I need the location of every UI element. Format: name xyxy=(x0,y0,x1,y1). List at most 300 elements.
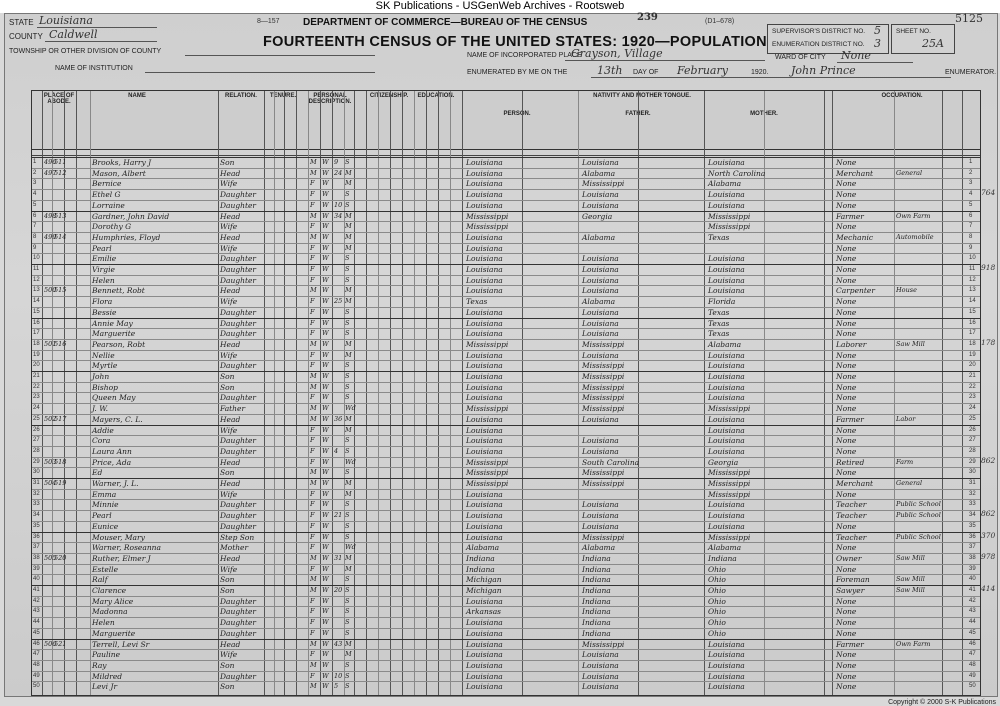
cell-birth: Louisiana xyxy=(466,361,503,371)
cell-race: W xyxy=(322,511,329,520)
cell-father: Louisiana xyxy=(582,200,619,210)
cell-dwell: 506 xyxy=(44,639,57,648)
cell-rel: Daughter xyxy=(220,596,256,606)
cell-name: Ruther, Elmer J xyxy=(92,553,151,563)
cell-mother: Louisiana xyxy=(708,190,745,200)
cell-father: Louisiana xyxy=(582,682,619,692)
cell-name: Madonna xyxy=(92,607,128,617)
cell-race: W xyxy=(322,436,329,445)
cell-mother: Louisiana xyxy=(708,158,745,167)
cell-race: W xyxy=(322,553,329,562)
row-number-right: 25 xyxy=(969,415,976,422)
cell-rel: Head xyxy=(220,232,241,242)
row-number: 4 xyxy=(33,191,37,198)
cell-occ: None xyxy=(836,404,857,414)
cell-sex: F xyxy=(310,265,315,273)
cell-mother: Louisiana xyxy=(708,414,745,424)
cell-mother: Indiana xyxy=(708,553,737,563)
cell-rel: Mother xyxy=(220,543,249,553)
cell-ms: S xyxy=(345,660,350,669)
row-number: 36 xyxy=(33,533,40,540)
cell-rel: Wife xyxy=(220,489,238,499)
cell-birth: Louisiana xyxy=(466,618,503,628)
row-number: 40 xyxy=(33,576,40,583)
cell-occ: Sawyer xyxy=(836,586,865,595)
row-number: 33 xyxy=(33,501,40,508)
cell-race: W xyxy=(322,318,329,327)
cell-birth: Louisiana xyxy=(466,168,503,178)
row-number: 17 xyxy=(33,330,40,337)
cell-mother: Louisiana xyxy=(708,660,745,670)
row-number: 11 xyxy=(33,266,40,272)
cell-sex: M xyxy=(310,339,317,348)
row-number-right: 30 xyxy=(969,469,976,476)
cell-sex: M xyxy=(310,404,317,413)
cell-sex: F xyxy=(310,307,315,316)
cell-mother: Ohio xyxy=(708,607,726,617)
cell-sex: F xyxy=(310,446,315,455)
cell-birth: Louisiana xyxy=(466,275,503,285)
cell-mother: Louisiana xyxy=(708,350,745,360)
cell-sex: M xyxy=(310,682,317,691)
cell-age: 4 xyxy=(334,446,339,455)
cell-occ: Farmer xyxy=(836,211,864,221)
cell-ms: S xyxy=(345,468,350,477)
cell-birth: Louisiana xyxy=(466,158,503,167)
group-place-of-abode: PLACE OF ABODE. xyxy=(43,93,75,105)
row-number-right: 32 xyxy=(969,490,976,497)
department-title: DEPARTMENT OF COMMERCE—BUREAU OF THE CENSUS xyxy=(303,17,588,28)
row-number-right: 47 xyxy=(969,651,976,658)
cell-occ: None xyxy=(836,382,857,392)
enumerator-name: John Prince xyxy=(791,64,856,77)
cell-father: Louisiana xyxy=(582,446,619,456)
cell-sex: M xyxy=(310,660,317,669)
cell-dwell: 496 xyxy=(44,158,57,166)
cell-race: W xyxy=(322,543,329,552)
row-number: 5 xyxy=(33,201,37,208)
cell-race: W xyxy=(322,607,329,616)
cell-age: 5 xyxy=(334,682,339,691)
cell-ms: M xyxy=(345,350,352,359)
cell-name: Helen xyxy=(92,275,115,285)
cell-sex: F xyxy=(310,222,315,231)
row-number-right: 24 xyxy=(969,405,976,412)
cell-name: Minnie xyxy=(92,500,119,510)
cell-sex: F xyxy=(310,200,315,209)
cell-sex: F xyxy=(310,297,315,306)
cell-name: Humphries, Floyd xyxy=(92,232,161,242)
cell-rel: Wife xyxy=(220,297,238,307)
cell-occ: None xyxy=(836,265,857,274)
row-number: 3 xyxy=(33,180,37,187)
cell-rel: Daughter xyxy=(220,618,256,628)
cell-mother: Louisiana xyxy=(708,682,745,692)
row-number-right: 21 xyxy=(969,373,976,379)
cell-rel: Wife xyxy=(220,243,238,253)
row-number-right: 1 xyxy=(969,159,973,165)
cell-ms: S xyxy=(345,318,350,327)
row-number: 41 xyxy=(33,587,40,593)
cell-ms: S xyxy=(345,682,350,691)
cell-race: W xyxy=(322,265,329,273)
cell-birth: Louisiana xyxy=(466,372,503,381)
cell-rel: Daughter xyxy=(220,500,256,510)
cell-rel: Step Son xyxy=(220,532,255,542)
cell-father: Louisiana xyxy=(582,500,619,510)
cell-fam: 518 xyxy=(54,457,67,466)
cell-sex: F xyxy=(310,243,315,252)
cell-dwell: 504 xyxy=(44,479,57,487)
cell-rel: Son xyxy=(220,158,235,167)
cell-occ: None xyxy=(836,329,857,339)
cell-rel: Daughter xyxy=(220,318,256,328)
row-number: 12 xyxy=(33,276,40,283)
cell-name: Bernice xyxy=(92,179,122,189)
cell-rel: Son xyxy=(220,372,235,381)
cell-father: Mississippi xyxy=(582,393,625,403)
cell-mother: Alabama xyxy=(708,543,742,553)
cell-race: W xyxy=(322,168,329,177)
cell-ms: M xyxy=(345,222,352,231)
cell-race: W xyxy=(322,521,329,530)
cell-father: Alabama xyxy=(582,543,616,553)
place-line xyxy=(565,60,765,61)
cell-rel: Wife xyxy=(220,425,238,435)
cell-birth: Louisiana xyxy=(466,489,503,499)
row-number: 47 xyxy=(33,651,40,658)
cell-father: Alabama xyxy=(582,168,616,178)
cell-sex: M xyxy=(310,468,317,477)
cell-name: Emma xyxy=(92,489,117,499)
cell-sex: F xyxy=(310,607,315,616)
cell-mother: Mississippi xyxy=(708,532,751,542)
cell-occ: None xyxy=(836,521,857,531)
cell-rel: Wife xyxy=(220,350,238,360)
cell-occ: None xyxy=(836,628,857,638)
cell-father: Mississippi xyxy=(582,339,625,349)
cell-occ: None xyxy=(836,671,857,681)
archive-banner: SK Publications - USGenWeb Archives - Rootsweb xyxy=(0,0,1000,13)
cell-mother: Ohio xyxy=(708,575,726,585)
cell-ms: M xyxy=(345,425,352,434)
supervisor-label: SUPERVISOR'S DISTRICT NO. xyxy=(772,28,866,35)
row-number: 39 xyxy=(33,565,40,572)
cell-birth: Louisiana xyxy=(466,521,503,531)
cell-father: Louisiana xyxy=(582,307,619,317)
cell-birth: Louisiana xyxy=(466,425,503,435)
cell-ms: Wd xyxy=(345,543,356,552)
cell-father: Mississippi xyxy=(582,532,625,542)
cell-father: Louisiana xyxy=(582,286,619,296)
cell-occ: Merchant xyxy=(836,168,874,178)
cell-occ: Owner xyxy=(836,553,862,563)
cell-fam: 520 xyxy=(54,553,67,562)
cell-mother: Louisiana xyxy=(708,521,745,531)
cell-birth: Louisiana xyxy=(466,436,503,446)
cell-name: Annie May xyxy=(92,318,133,328)
ward-label: WARD OF CITY xyxy=(775,54,826,61)
row-number: 20 xyxy=(33,362,40,369)
cell-name: Cora xyxy=(92,436,111,446)
cell-occ: Laborer xyxy=(836,339,867,349)
cell-ms: S xyxy=(345,372,350,380)
margin-note: 764 xyxy=(981,188,996,198)
row-number: 49 xyxy=(33,672,40,679)
cell-name: Bishop xyxy=(92,382,118,392)
cell-race: W xyxy=(322,500,329,509)
row-number-right: 14 xyxy=(969,298,976,305)
row-number: 45 xyxy=(33,629,40,636)
cell-occ: None xyxy=(836,190,857,200)
row-number-right: 28 xyxy=(969,447,976,454)
cell-mother: Louisiana xyxy=(708,265,745,274)
margin-note: 862 xyxy=(981,455,996,465)
cell-birth: Louisiana xyxy=(466,254,503,264)
row-number: 43 xyxy=(33,608,40,615)
margin-note: 918 xyxy=(981,263,996,272)
row-number-right: 10 xyxy=(969,255,976,262)
group-person: PERSON. xyxy=(503,111,531,117)
census-sheet xyxy=(4,13,998,697)
cell-age: 24 xyxy=(334,168,343,177)
cell-race: W xyxy=(322,479,329,487)
cell-mother: Alabama xyxy=(708,339,742,349)
row-number: 13 xyxy=(33,287,40,294)
sheet-label: SHEET NO. xyxy=(896,28,931,35)
cell-name: Myrtle xyxy=(92,361,118,371)
cell-occ: None xyxy=(836,297,857,307)
row-number: 31 xyxy=(33,480,40,486)
row-number: 50 xyxy=(33,683,40,690)
cell-ms: S xyxy=(345,307,350,316)
cell-name: John xyxy=(92,372,110,381)
cell-ind: Public School xyxy=(896,532,941,541)
cell-mother: Florida xyxy=(708,297,736,307)
cell-rel: Son xyxy=(220,575,235,585)
cell-father: Mississippi xyxy=(582,404,625,414)
cell-race: W xyxy=(322,532,329,541)
cell-mother: Louisiana xyxy=(708,650,745,660)
cell-race: W xyxy=(322,425,329,434)
cell-rel: Daughter xyxy=(220,436,256,446)
cell-ms: Wd xyxy=(345,457,356,466)
cell-ms: S xyxy=(345,671,350,680)
row-number: 46 xyxy=(33,640,40,647)
cell-dwell: 502 xyxy=(44,414,57,423)
cell-name: Pearl xyxy=(92,511,112,521)
cell-father: Indiana xyxy=(582,586,611,595)
cell-father: Indiana xyxy=(582,618,611,628)
cell-birth: Mississippi xyxy=(466,479,509,488)
cell-ind: Automobile xyxy=(896,232,934,241)
cell-mother: Louisiana xyxy=(708,671,745,681)
margin-note: 414 xyxy=(981,584,996,593)
cell-ms: M xyxy=(345,479,352,487)
row-number-right: 3 xyxy=(969,180,973,187)
row-number: 2 xyxy=(33,169,37,176)
margin-note: 178 xyxy=(981,337,996,347)
row-number: 6 xyxy=(33,212,37,219)
row-number-right: 19 xyxy=(969,351,976,358)
cell-rel: Head xyxy=(220,414,241,424)
row-number-right: 23 xyxy=(969,394,976,401)
cell-rel: Son xyxy=(220,660,235,670)
cell-birth: Louisiana xyxy=(466,286,503,296)
census-grid xyxy=(31,90,981,696)
cell-mother: Louisiana xyxy=(708,511,745,521)
cell-father: Mississippi xyxy=(582,179,625,189)
cell-race: W xyxy=(322,446,329,455)
row-number: 10 xyxy=(33,255,40,262)
cell-race: W xyxy=(322,307,329,316)
cell-name: Eunice xyxy=(92,521,119,531)
cell-race: W xyxy=(322,232,329,241)
cell-occ: None xyxy=(836,393,857,403)
cell-father: Indiana xyxy=(582,607,611,617)
county-value: Caldwell xyxy=(49,28,98,41)
cell-dwell: 501 xyxy=(44,339,57,348)
cell-ms: M xyxy=(345,243,352,252)
cell-name: Bennett, Robt xyxy=(92,286,145,296)
cell-father: Louisiana xyxy=(582,414,619,424)
cell-mother: Mississippi xyxy=(708,468,751,478)
cell-race: W xyxy=(322,361,329,370)
place-value: Grayson, Village xyxy=(571,47,663,60)
cell-birth: Louisiana xyxy=(466,596,503,606)
ward-value: None xyxy=(841,49,871,62)
cell-race: W xyxy=(322,190,329,199)
cell-father: Mississippi xyxy=(582,361,625,371)
cell-race: W xyxy=(322,382,329,391)
cell-occ: None xyxy=(836,179,857,189)
cell-name: Warner, J. L. xyxy=(92,479,139,488)
cell-sex: M xyxy=(310,211,317,220)
cell-mother: Ohio xyxy=(708,586,726,595)
cell-ind: Public School xyxy=(896,511,941,520)
row-number: 9 xyxy=(33,244,37,251)
cell-ind: Saw Mill xyxy=(896,586,925,594)
cell-birth: Louisiana xyxy=(466,243,503,253)
cell-mother: Louisiana xyxy=(708,639,745,649)
cell-birth: Mississippi xyxy=(466,404,509,414)
cell-name: Ed xyxy=(92,468,103,478)
row-number-right: 17 xyxy=(969,330,976,337)
cell-father: Louisiana xyxy=(582,660,619,670)
cell-father: Louisiana xyxy=(582,254,619,264)
cell-rel: Wife xyxy=(220,179,238,189)
cell-fam: 511 xyxy=(54,158,67,166)
margin-note: 862 xyxy=(981,509,996,519)
cell-birth: Texas xyxy=(466,297,488,307)
cell-sex: M xyxy=(310,286,317,295)
group-occupation: OCCUPATION. xyxy=(881,93,923,99)
column-number-row xyxy=(32,149,980,156)
cell-father: Louisiana xyxy=(582,671,619,681)
cell-mother: Louisiana xyxy=(708,425,745,435)
cell-ms: Wd xyxy=(345,404,356,413)
cell-race: W xyxy=(322,596,329,605)
cell-rel: Head xyxy=(220,211,241,221)
cell-father: Mississippi xyxy=(582,468,625,478)
cell-name: Pearson, Robt xyxy=(92,339,146,349)
cell-father: Louisiana xyxy=(582,190,619,200)
cell-fam: 519 xyxy=(54,479,67,487)
cell-occ: Farmer xyxy=(836,639,864,649)
cell-sex: M xyxy=(310,158,317,166)
row-number-right: 4 xyxy=(969,191,973,198)
cell-name: Bessie xyxy=(92,307,117,317)
row-number-right: 40 xyxy=(969,576,976,583)
cell-occ: None xyxy=(836,361,857,371)
cell-ms: S xyxy=(345,158,350,166)
cell-birth: Mississippi xyxy=(466,457,509,467)
cell-race: W xyxy=(322,297,329,306)
place-label: NAME OF INCORPORATED PLACE xyxy=(467,52,582,59)
row-number-right: 31 xyxy=(969,480,976,486)
cell-birth: Mississippi xyxy=(466,211,509,221)
cell-rel: Daughter xyxy=(220,307,256,317)
cell-rel: Head xyxy=(220,168,241,178)
group-relation: RELATION. xyxy=(225,93,257,99)
cell-birth: Louisiana xyxy=(466,232,503,242)
cell-rel: Father xyxy=(220,404,246,414)
row-number-right: 13 xyxy=(969,287,976,294)
row-number-right: 37 xyxy=(969,544,976,551)
cell-occ: None xyxy=(836,158,857,167)
cell-birth: Louisiana xyxy=(466,628,503,638)
cell-occ: None xyxy=(836,618,857,628)
cell-birth: Louisiana xyxy=(466,393,503,403)
cell-mother: Louisiana xyxy=(708,275,745,285)
cell-sex: F xyxy=(310,425,315,434)
cell-mother: Georgia xyxy=(708,457,739,467)
cell-ms: S xyxy=(345,628,350,637)
cell-fam: 512 xyxy=(54,168,67,177)
cell-father: Louisiana xyxy=(582,265,619,274)
cell-name: Mouser, Mary xyxy=(92,532,145,542)
township-line xyxy=(185,55,375,56)
cell-ms: S xyxy=(345,607,350,616)
row-number: 35 xyxy=(33,522,40,529)
cell-rel: Son xyxy=(220,586,235,595)
cell-occ: Teacher xyxy=(836,532,867,542)
cell-name: Levi Jr xyxy=(92,682,118,692)
cell-occ: None xyxy=(836,564,857,574)
cell-mother: Texas xyxy=(708,329,730,339)
cell-mother: Louisiana xyxy=(708,286,745,296)
cell-birth: Louisiana xyxy=(466,671,503,681)
cell-occ: None xyxy=(836,543,857,553)
cell-mother: Ohio xyxy=(708,564,726,574)
cell-ind: Own Farm xyxy=(896,211,931,220)
cell-sex: F xyxy=(310,489,315,498)
row-number: 25 xyxy=(33,415,40,422)
cell-rel: Head xyxy=(220,639,241,649)
row-number: 14 xyxy=(33,298,40,305)
row-number-right: 27 xyxy=(969,437,976,444)
cell-race: W xyxy=(322,628,329,637)
cell-birth: Louisiana xyxy=(466,532,503,542)
cell-father: Mississippi xyxy=(582,479,625,488)
enumeration-value: 3 xyxy=(874,37,881,50)
cell-mother: Ohio xyxy=(708,628,726,638)
cell-ind: General xyxy=(896,479,923,487)
cell-age: 9 xyxy=(334,158,339,166)
group-personal: PERSONAL DESCRIPTION. xyxy=(308,93,352,105)
row-number: 34 xyxy=(33,512,40,519)
cell-name: J. W. xyxy=(92,404,108,414)
